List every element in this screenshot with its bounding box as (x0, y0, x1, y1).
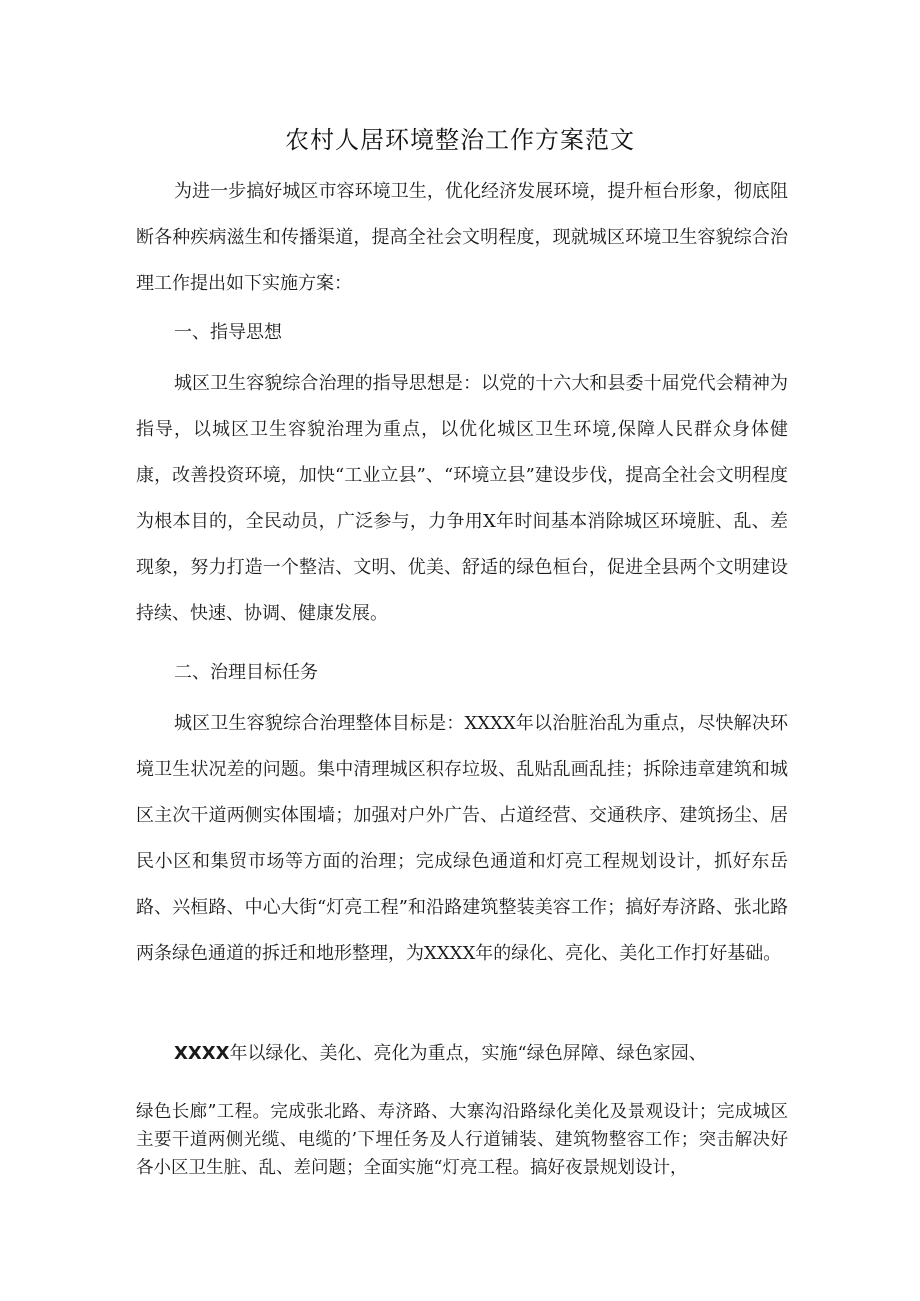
document-title: 农村人居环境整治工作方案范文 (285, 126, 635, 154)
section-body-guiding-ideology: 城区卫生容貌综合治理的指导思想是：以党的十六大和县委十届党代会精神为指导，以城区卫生容貌治理为重点，以优化城区卫生环境,保障人民群众身体健康，改善投资环境，加快“工业立县”、“环境立县”建设步伐，提高全社会文明程度为根本目的，全民动员，广泛参与，力争用X年时间基本消除城区环境脏、乱、差现象，努力打造一个整洁、文明、优美、舒适的绿色桓台，促进全县两个文明建设持续、快速、协调、健康发展。 (136, 373, 788, 624)
section-heading-goals-tasks: 二、治理目标任务 (174, 662, 318, 683)
section-body-goals-tasks: 城区卫生容貌综合治理整体目标是：XXXX年以治脏治乱为重点，尽快解决环境卫生状况差的问题。集中清理城区积存垃圾、乱贴乱画乱挂；拆除违章建筑和城区主次干道两侧实体围墙；加强对户外广告、占道经营、交通秩序、建筑扬尘、居民小区和集贸市场等方面的治理；完成绿色通道和灯亮工程规划设计，抓好东岳路、兴桓路、中心大街“灯亮工程”和沿路建筑整装美容工作；搞好寿济路、张北路两条绿色通道的拆迁和地形整理，为XXXX年的绿化、亮化、美化工作打好基础。 (136, 713, 788, 964)
paragraph-greening-line1-text: 年以绿化、美化、亮化为重点，实施“绿色屏障、绿色家园、 (229, 1043, 707, 1064)
intro-paragraph: 为进一步搞好城区市容环境卫生，优化经济发展环境，提升桓台形象，彻底阻断各种疾病滋生和传播渠道，提高全社会文明程度，现就城区环境卫生容貌综合治理工作提出如下实施方案： (136, 181, 788, 294)
section-heading-guiding-ideology: 一、指导思想 (174, 322, 282, 343)
paragraph-greening-line1 (174, 1040, 794, 1068)
paragraph-greening-continuation: 绿色长廊”工程。完成张北路、寿济路、大寨沟沿路绿化美化及景观设计；完成城区主要干道两侧光缆、电缆的’下埋任务及人行道铺装、建筑物整容工作；突击解决好各小区卫生脏、乱、差问题；全面实施“灯亮工程。搞好夜景规划设计， (136, 1102, 788, 1178)
year-placeholder: XXXX (174, 1043, 230, 1064)
